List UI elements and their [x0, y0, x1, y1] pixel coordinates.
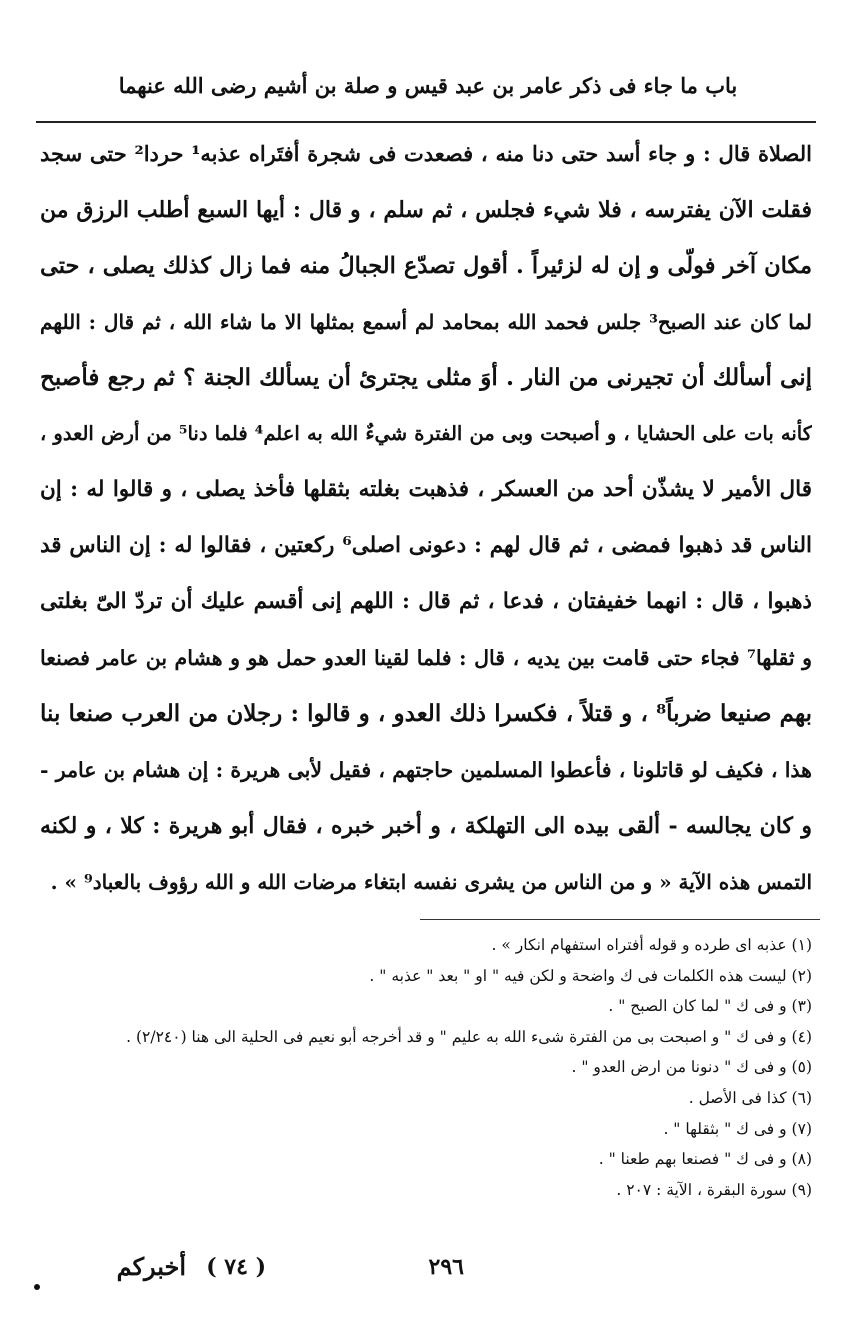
- footnotes: [40, 930, 812, 1205]
- text-line: الصلاة قال : و جاء أسد حتى دنا منه ، فصعدت فى شجرة أفتَراه عذبه¹ حردا² حتى سجد: [40, 141, 812, 166]
- footnote: (٤) و فى ك " و اصبحت بى من الفترة شىء الله به عليم " و قد أخرجه أبو نعيم فى الحلية الى هنا (٢/٢٤٠) .: [126, 1027, 812, 1046]
- text-line: قال الأمير لا يشذّن أحد من العسكر ، فذهبت بغلته بثقلها فأخذ يصلى ، و قالوا له : إن: [40, 477, 812, 502]
- catchword: أخبركم: [116, 1252, 186, 1281]
- text-line: و ثقلها⁷ فجاء حتى قامت بين يديه ، قال : فلما لقينا العدو حمل هو و هشام بن عامر فصنعا: [40, 646, 812, 670]
- text-line: ذهبوا ، قال : انهما خفيفتان ، فدعا ، ثم قال : اللهم إنى أقسم عليك أن تردّ الىّ بغلتى: [40, 589, 812, 614]
- text-line: التمس هذه الآية « و من الناس من يشرى نفسه ابتغاء مرضات الله و الله رؤوف بالعباد⁹ » .: [50, 870, 812, 894]
- ink-dot: [34, 1284, 40, 1290]
- main-text: [40, 126, 812, 910]
- header-rule: [36, 121, 816, 123]
- page-number: ٢٩٦: [428, 1254, 464, 1280]
- collation-number: ( ٧٤ ): [206, 1254, 266, 1280]
- text-line: الناس قد ذهبوا فمضى ، ثم قال لهم : دعونى اصلى⁶ ركعتين ، فقالوا له : إن الناس قد: [40, 533, 812, 558]
- text-line: و كان يجالسه - ألقى بيده الى التهلكة ، و أخبر خبره ، فقال أبو هريرة : كلا ، و لكنه: [40, 813, 812, 839]
- footnote: (٣) و فى ك " لما كان الصبح " .: [608, 997, 812, 1016]
- text-line: فقلت الآن يفترسه ، فلا شيء فجلس ، ثم سلم ، و قال : أيها السبع أطلب الرزق من: [40, 197, 812, 223]
- text-line: هذا ، فكيف لو قاتلونا ، فأعطوا المسلمين حاجتهم ، فقيل لأبى هريرة : إن هشام بن عامر -: [40, 758, 812, 782]
- footnote: (٢) ليست هذه الكلمات فى ك واضحة و لكن فيه " او " بعد " عذبه " .: [369, 966, 812, 985]
- footnote: (٧) و فى ك " بثقلها " .: [663, 1119, 812, 1138]
- text-line: مكان آخر فولّى و إن له لزئيراً . أقول تصدّع الجبالُ منه فما زال كذلك يصلى ، حتى: [40, 253, 812, 279]
- footnote: (٩) سورة البقرة ، الآية : ٢٠٧ .: [616, 1180, 812, 1199]
- text-line: بهم صنيعا ضرباً⁸ ، و قتلاً ، فكسرا ذلك العدو ، و قالوا : رجلان من العرب صنعا بنا: [40, 700, 812, 727]
- footnote: (١) عذبه اى طرده و قوله أفتراه استفهام انكار » .: [491, 936, 812, 954]
- text-line: إنى أسألك أن تجيرنى من النار . أوَ مثلى يجترئ أن يسألك الجنة ؟ ثم رجع فأصبح: [40, 364, 812, 391]
- footnote: (٦) كذا فى الأصل .: [688, 1088, 812, 1107]
- running-header-title: باب ما جاء فى ذكر عامر بن عبد قيس و صلة بن أشيم رضى الله عنهما: [118, 73, 738, 98]
- footnote: (٨) و فى ك " فصنعا بهم طعنا " .: [598, 1150, 812, 1169]
- text-line: كأنه بات على الحشايا ، و أصبحت وبى من الفترة شيءٌ الله به اعلم⁴ فلما دنا⁵ من أرض العدو ،: [40, 422, 812, 445]
- page-footer: [0, 1252, 856, 1292]
- footnote: (٥) و فى ك " دنونا من ارض العدو " .: [571, 1058, 812, 1077]
- text-line: لما كان عند الصبح³ جلس فحمد الله بمحامد لم أسمع بمثلها الا ما شاء الله ، ثم قال : اللهم: [40, 310, 812, 334]
- footnote-rule: [420, 919, 820, 920]
